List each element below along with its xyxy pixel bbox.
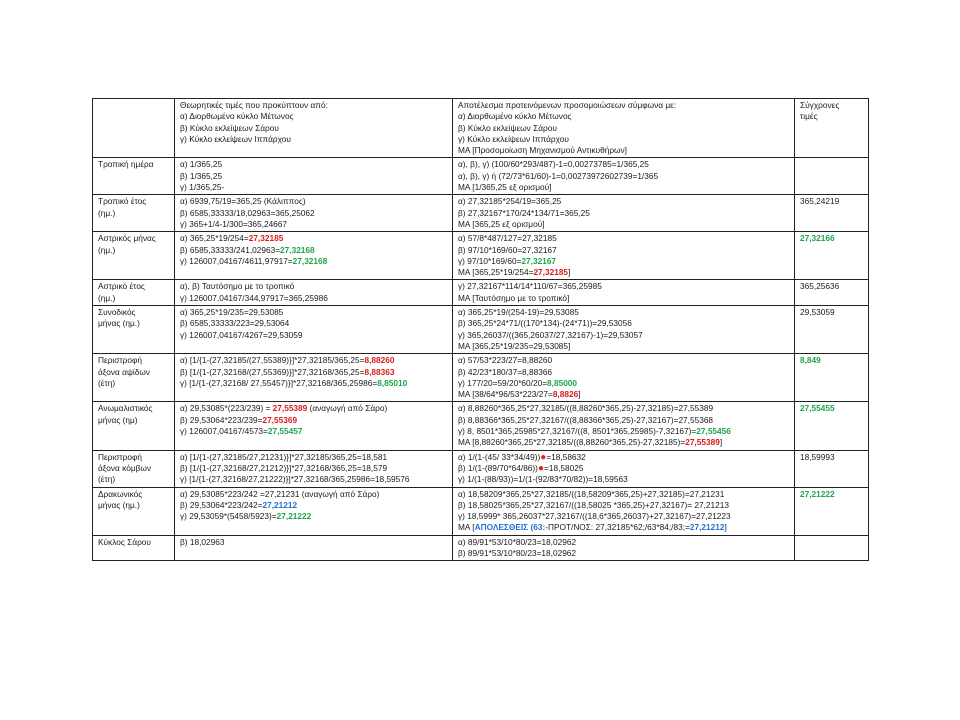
row-label-cell-line: (ημ.) xyxy=(98,292,116,303)
simulation-cell-highlight: 27,55456 xyxy=(696,426,731,437)
row-label-cell xyxy=(93,158,175,195)
theory-cell-text: β) 29,53064*223/242= xyxy=(180,499,263,510)
theory-cell-line xyxy=(180,233,448,244)
annotation-dot-icon: ● xyxy=(537,462,544,474)
theory-cell-line xyxy=(180,281,448,292)
simulation-cell-text: α), β), γ) ή (72/73*61/60)-1=0,00273972602739=1/365 xyxy=(458,170,659,181)
table-row xyxy=(93,232,869,280)
modern-value-cell-line xyxy=(800,281,864,292)
theory-cell-text: α) 365,25*19/254= xyxy=(180,233,249,244)
theory-cell-text: α) 365,25*19/235=29,53085 xyxy=(180,307,284,318)
header-modern-cell-line: τιμές xyxy=(800,111,818,122)
simulation-cell xyxy=(453,195,795,232)
table-body xyxy=(93,99,869,561)
simulation-cell-text: =18,58025 xyxy=(544,462,584,473)
theory-cell-text: γ) 126007,04167/4267=29,53059 xyxy=(180,329,303,340)
simulation-cell-line xyxy=(458,245,790,256)
theory-cell-highlight: 8,85010 xyxy=(377,377,408,388)
simulation-cell-text: ΜΑ [365,25*19/235=29,53085] xyxy=(458,340,571,351)
simulation-cell-text: ΜΑ [8,88260*365,25*27,32185/((8,88260*365,25)-27,32185)= xyxy=(458,437,686,448)
annotation-dot-icon: ● xyxy=(540,451,547,463)
row-label-cell xyxy=(93,232,175,280)
simulation-cell-text: ] xyxy=(578,389,581,400)
modern-value-cell xyxy=(795,354,869,402)
modern-value-cell-highlight: 27,32166 xyxy=(800,233,835,244)
theory-cell xyxy=(175,232,453,280)
simulation-cell-line xyxy=(458,548,790,559)
row-label-cell-line: Ανωμαλιστικός xyxy=(98,403,153,414)
row-label-cell-line: Τροπικό έτος xyxy=(98,196,147,207)
theory-cell-highlight: 27,32168 xyxy=(292,255,328,266)
theory-cell-line xyxy=(180,489,448,500)
theory-cell-text: γ) [1/{1-(27,32168/ 27,55457)}]*27,32168/365,25986= xyxy=(180,377,378,388)
header-simulation-cell-line: β) Κύκλο εκλείψεων Σάρου xyxy=(458,122,557,133)
row-label-cell-line: (ημ.) xyxy=(98,207,116,218)
theory-cell xyxy=(175,535,453,561)
theory-cell xyxy=(175,306,453,354)
theory-cell xyxy=(175,450,453,487)
simulation-cell-line xyxy=(458,463,790,474)
header-modern-cell xyxy=(795,99,869,158)
row-label-cell-line: άξονα αψίδων xyxy=(98,366,150,377)
simulation-cell-line xyxy=(458,489,790,500)
theory-cell-text: γ) 126007,04167/344,97917=365,25986 xyxy=(180,292,328,303)
header-theory-cell xyxy=(175,99,453,158)
simulation-cell-text: γ) 97/10*169/60= xyxy=(458,255,522,266)
modern-value-cell-text: 365,25636 xyxy=(800,281,840,292)
theory-cell xyxy=(175,158,453,195)
simulation-cell-line xyxy=(458,196,790,207)
theory-cell-highlight: 27,21222 xyxy=(276,511,312,522)
theory-cell-line xyxy=(180,245,448,256)
simulation-cell-line xyxy=(458,318,790,329)
header-simulation-cell xyxy=(453,99,795,158)
simulation-cell-highlight: ΑΠΟΛΕΣΘΕΙΣ (63: xyxy=(474,522,546,533)
theory-cell-text: α) 1/365,25 xyxy=(180,159,223,170)
theory-cell-text: β) 6585,33333/18,02963=365,25062 xyxy=(180,207,315,218)
theory-cell-line xyxy=(180,355,448,366)
theory-cell-line xyxy=(180,208,448,219)
simulation-cell-text: γ) 177/20=59/20*60/20= xyxy=(458,377,548,388)
row-label-cell-line: (ημ.) xyxy=(98,244,116,255)
simulation-cell-line xyxy=(458,355,790,366)
theory-cell-text: β) [1/{1-(27,32168/27,21212)}]*27,32168/365,25=18,579 xyxy=(180,462,388,473)
simulation-cell-text: β) 8,88366*365,25*27,32167/((8,88366*365,25)-27,32167)=27,55368 xyxy=(458,414,714,425)
modern-value-cell-line xyxy=(800,196,864,207)
modern-value-cell xyxy=(795,306,869,354)
simulation-cell-text: α) 1/(1-(45/ 33*34/49)) xyxy=(458,451,541,462)
modern-value-cell xyxy=(795,195,869,232)
theory-cell-highlight: 27,55457 xyxy=(267,426,303,437)
header-simulation-cell-line: Αποτέλεσμα προτεινόμενων προσομοιώσεων σύμφωνα με: xyxy=(458,100,677,110)
simulation-cell-line xyxy=(458,267,790,278)
simulation-cell-text: α) 57/53*223/27=8,88260 xyxy=(458,355,553,366)
simulation-cell-line xyxy=(458,522,790,533)
theory-cell xyxy=(175,402,453,450)
table-row xyxy=(93,487,869,535)
simulation-cell-text: ] xyxy=(719,437,723,448)
simulation-cell xyxy=(453,158,795,195)
row-label-cell-line: Δρακωνικός xyxy=(98,488,143,499)
row-label-cell xyxy=(93,450,175,487)
theory-cell-text: γ) 29,53059*(5458/5923)= xyxy=(180,511,277,522)
theory-cell-highlight: 27,55389 xyxy=(272,403,308,414)
theory-cell-text: α) 6939,75/19=365,25 (Κάλιππος) xyxy=(180,196,306,207)
row-label-cell-line: Τροπική ημέρα xyxy=(98,159,154,170)
theory-cell-line xyxy=(180,474,448,485)
simulation-cell-line xyxy=(458,415,790,426)
simulation-cell-line xyxy=(458,537,790,548)
table-row xyxy=(93,158,869,195)
row-label-cell-line: Περιστροφή xyxy=(98,355,142,366)
simulation-cell-line xyxy=(458,208,790,219)
simulation-cell xyxy=(453,232,795,280)
theory-cell-text: γ) [1/{1-(27,32168/27,21222)}]*27,32168/365,25986=18,59576 xyxy=(180,474,410,485)
modern-value-cell xyxy=(795,450,869,487)
theory-cell xyxy=(175,354,453,402)
theory-cell-text: α) [1/{1-(27,32185/27,21231)}]*27,32185/365,25=18,581 xyxy=(180,451,388,462)
simulation-cell-text: γ) 8, 8501*365,25985*27,32167/((8, 8501*365,25985)-7,32167)= xyxy=(458,426,697,437)
modern-value-cell-line xyxy=(800,489,864,500)
simulation-cell-line xyxy=(458,367,790,378)
row-label-cell-line: Κύκλος Σάρου xyxy=(98,536,151,547)
row-label-cell-line: μήνας (ημ.) xyxy=(98,318,140,329)
theory-cell-line xyxy=(180,318,448,329)
simulation-cell-line xyxy=(458,307,790,318)
theory-cell-line xyxy=(180,452,448,463)
simulation-cell-line xyxy=(458,293,790,304)
modern-value-cell-text: 18,59993 xyxy=(800,451,835,462)
simulation-cell-line xyxy=(458,182,790,193)
header-simulation-cell-line: γ) Κύκλο εκλείψεων Ιππάρχου xyxy=(458,133,569,144)
simulation-cell-highlight: 8,8826 xyxy=(552,389,579,400)
modern-value-cell xyxy=(795,280,869,306)
theory-cell-text: β) 6585,33333/241,02963= xyxy=(180,244,281,255)
theory-cell-line xyxy=(180,219,448,230)
theory-cell-line xyxy=(180,415,448,426)
simulation-cell-text: β) 18,58025*365,25*27,32167/((18,58025 *365,25)+27,32167)= 27,21213 xyxy=(458,499,729,510)
row-label-cell-line: άξονα κόμβων xyxy=(98,462,151,473)
modern-value-cell-line xyxy=(800,307,864,318)
simulation-cell-text: γ) 18,5999* 365,26037*27,32167/((18,6*365,26037)+27,32167)=27,21223 xyxy=(458,511,731,522)
comparison-table xyxy=(92,98,869,561)
row-label-cell-line: μήνας (ημ) xyxy=(98,414,138,425)
theory-cell-text: γ) 126007,04167/4573= xyxy=(180,426,268,437)
simulation-cell-line xyxy=(458,403,790,414)
theory-cell-line xyxy=(180,330,448,341)
simulation-cell-text: ΜΑ [Ταυτόσημο με το τροπικό] xyxy=(458,292,570,303)
simulation-cell xyxy=(453,306,795,354)
simulation-cell-text: β) 97/10*169/60=27,32167 xyxy=(458,244,557,255)
theory-cell-text: β) 1/365,25 xyxy=(180,170,223,181)
table-row xyxy=(93,535,869,561)
theory-cell-line xyxy=(180,196,448,207)
simulation-cell-text: α) 8,88260*365,25*27,32185/((8,88260*365,25)-27,32185)=27,55389 xyxy=(458,403,714,414)
theory-cell-text: α) 29,53085*(223/239) = xyxy=(180,403,273,414)
simulation-cell-text: α), β), γ) (100/60*293/487)-1=0,00273785=1/365,25 xyxy=(458,159,649,170)
header-label-cell xyxy=(93,99,175,158)
simulation-cell-line xyxy=(458,256,790,267)
row-label-cell xyxy=(93,402,175,450)
theory-cell-text: (αναγωγή από Σάρο) xyxy=(307,403,388,414)
row-label-cell-line: Αστρικό έτος xyxy=(98,281,145,292)
simulation-cell-line xyxy=(458,437,790,448)
header-theory-cell-line: Θεωρητικές τιμές που προκύπτουν από: xyxy=(180,100,328,110)
simulation-cell xyxy=(453,280,795,306)
simulation-cell xyxy=(453,354,795,402)
modern-value-cell-text: 365,24219 xyxy=(800,196,840,207)
row-label-cell xyxy=(93,535,175,561)
simulation-cell-line xyxy=(458,474,790,485)
modern-value-cell-line xyxy=(800,233,864,244)
row-label-cell xyxy=(93,280,175,306)
simulation-cell xyxy=(453,487,795,535)
theory-cell xyxy=(175,280,453,306)
theory-cell-line xyxy=(180,293,448,304)
row-label-cell xyxy=(93,354,175,402)
row-label-cell xyxy=(93,306,175,354)
simulation-cell-text: β) 27,32167*170/24*134/71=365,25 xyxy=(458,207,590,218)
simulation-cell-line xyxy=(458,389,790,400)
modern-value-cell xyxy=(795,487,869,535)
simulation-cell-line xyxy=(458,426,790,437)
simulation-cell-highlight: 8,85000 xyxy=(547,377,578,388)
modern-value-cell xyxy=(795,232,869,280)
theory-cell-text: β) [1/{1-(27,32168/(27,55369)}]*27,32168/365,25= xyxy=(180,366,365,377)
theory-cell xyxy=(175,195,453,232)
modern-value-cell-highlight: 27,21222 xyxy=(800,488,835,499)
row-label-cell-line: Συνοδικός xyxy=(98,307,136,318)
simulation-cell-line xyxy=(458,233,790,244)
theory-cell-line xyxy=(180,426,448,437)
header-row xyxy=(93,99,869,158)
theory-cell-text: α) [1/{1-(27,32185/(27,55389)}]*27,32185/365,25= xyxy=(180,355,365,366)
theory-cell-line xyxy=(180,463,448,474)
theory-cell-highlight: 8,88363 xyxy=(364,366,395,377)
table-row xyxy=(93,354,869,402)
table-row xyxy=(93,402,869,450)
simulation-cell xyxy=(453,402,795,450)
simulation-cell-line xyxy=(458,452,790,463)
theory-cell-highlight: 8,88260 xyxy=(364,355,395,366)
row-label-cell-line: μήνας (ημ.) xyxy=(98,499,140,510)
modern-value-cell xyxy=(795,402,869,450)
theory-cell-highlight: 27,32168 xyxy=(280,244,315,255)
theory-cell-text: γ) 126007,04167/4611,97917= xyxy=(180,255,293,266)
theory-cell-line xyxy=(180,171,448,182)
header-simulation-cell-line: α) Διορθωμένο κύκλο Μέτωνος xyxy=(458,111,572,122)
header-simulation-cell-line: ΜΑ [Προσομοίωση Μηχανισμού Αντικυθήρων] xyxy=(458,145,627,156)
simulation-cell-line xyxy=(458,500,790,511)
simulation-cell-highlight: 27,32185 xyxy=(533,267,569,278)
row-label-cell-line: (έτη) xyxy=(98,474,116,485)
modern-value-cell-line xyxy=(800,355,864,366)
theory-cell-text: α) 29,53085*223/242 =27,21231 (αναγωγή από Σάρο) xyxy=(180,488,380,499)
theory-cell-highlight: 27,55369 xyxy=(262,414,298,425)
theory-cell-text: β) 6585,33333/223=29,53064 xyxy=(180,318,290,329)
modern-value-cell-highlight: 27,55455 xyxy=(800,403,835,414)
modern-value-cell xyxy=(795,158,869,195)
simulation-cell-highlight: 27,55389 xyxy=(685,437,720,448)
simulation-cell-text: ΜΑ [1/365,25 εξ ορισμού] xyxy=(458,182,552,193)
simulation-cell-text: β) 89/91*53/10*80/23=18,02962 xyxy=(458,547,577,558)
theory-cell-text: β) 29,53064*223/239= xyxy=(180,414,263,425)
row-label-cell-line: (έτη) xyxy=(98,377,116,388)
simulation-cell-highlight: 27,21212 xyxy=(689,522,725,533)
table-row xyxy=(93,195,869,232)
simulation-cell-text: γ) 365,26037/((365,26037/27,32167)-1)=29,53057 xyxy=(458,329,643,340)
theory-cell-highlight: 27,32185 xyxy=(248,233,284,244)
simulation-cell-text: ΜΑ [ xyxy=(458,522,475,533)
theory-cell-line xyxy=(180,403,448,414)
row-label-cell-line: Αστρικός μήνας xyxy=(98,233,156,244)
simulation-cell-text: -ΠΡΟΤ/ΝΟΣ: 27,32185*62;/63*84;/83;= xyxy=(545,522,690,533)
modern-value-cell-line xyxy=(800,452,864,463)
simulation-cell-text: β) 365,25*24*71/((170*134)-(24*71))=29,53056 xyxy=(458,318,632,329)
simulation-cell-line xyxy=(458,281,790,292)
simulation-cell-text: α) 365,25*19/(254-19)=29,53085 xyxy=(458,307,579,318)
simulation-cell-text: α) 18,58209*365,25*27,32185/((18,58209*365,25)+27,32185)=27,21231 xyxy=(458,488,725,499)
simulation-cell-line xyxy=(458,219,790,230)
theory-cell-line xyxy=(180,367,448,378)
theory-cell-line xyxy=(180,256,448,267)
simulation-cell-line xyxy=(458,330,790,341)
simulation-cell-text: γ) 1/(1-(88/93))=1/(1-(92/83*70/82))=18,59563 xyxy=(458,474,628,485)
modern-value-cell-highlight: 8,849 xyxy=(800,355,821,366)
table-row xyxy=(93,306,869,354)
simulation-cell-line xyxy=(458,171,790,182)
table-row xyxy=(93,280,869,306)
row-label-cell xyxy=(93,487,175,535)
simulation-cell-line xyxy=(458,159,790,170)
theory-cell xyxy=(175,487,453,535)
simulation-cell-text: β) 1/(1-(89/70*64/86)) xyxy=(458,462,538,473)
modern-value-cell-text: 29,53059 xyxy=(800,307,835,318)
modern-value-cell xyxy=(795,535,869,561)
table-row xyxy=(93,450,869,487)
simulation-cell-text: α) 89/91*53/10*80/23=18,02962 xyxy=(458,536,577,547)
simulation-cell-highlight: 27,32167 xyxy=(521,255,557,266)
simulation-cell-text: α) 57/8*487/127=27,32185 xyxy=(458,233,557,244)
theory-cell-highlight: 27,21212 xyxy=(262,499,298,510)
theory-cell-line xyxy=(180,500,448,511)
simulation-cell-text: =18,58632 xyxy=(546,451,586,462)
theory-cell-text: β) 18,02963 xyxy=(180,536,225,547)
theory-cell-text: γ) 1/365,25- xyxy=(180,182,225,193)
theory-cell-line xyxy=(180,159,448,170)
row-label-cell-line: Περιστροφή xyxy=(98,451,142,462)
theory-cell-line xyxy=(180,307,448,318)
row-label-cell xyxy=(93,195,175,232)
simulation-cell xyxy=(453,450,795,487)
theory-cell-line xyxy=(180,511,448,522)
header-theory-cell-line: α) Διορθωμένο κύκλο Μέτωνος xyxy=(180,111,294,122)
header-theory-cell-line: γ) Κύκλο εκλείψεων Ιππάρχου xyxy=(180,133,291,144)
simulation-cell-text: α) 27,32185*254/19=365,25 xyxy=(458,196,562,207)
simulation-cell-line xyxy=(458,511,790,522)
theory-cell-line xyxy=(180,378,448,389)
simulation-cell-text: ΜΑ [38/64*96/53*223/27= xyxy=(458,389,553,400)
modern-value-cell-line xyxy=(800,403,864,414)
simulation-cell-text: β) 42/23*180/37=8,88366 xyxy=(458,366,553,377)
header-modern-cell-line: Σύγχρονες xyxy=(800,100,840,110)
simulation-cell xyxy=(453,535,795,561)
header-theory-cell-line: β) Κύκλο εκλείψεων Σάρου xyxy=(180,122,279,133)
simulation-cell-text: γ) 27,32167*114/14*110/67=365,25985 xyxy=(458,281,602,292)
theory-cell-line xyxy=(180,182,448,193)
simulation-cell-text: ] xyxy=(568,267,571,278)
theory-cell-line xyxy=(180,537,448,548)
simulation-cell-line xyxy=(458,378,790,389)
simulation-cell-text: ΜΑ [365,25 εξ ορισμού] xyxy=(458,218,545,229)
simulation-cell-text: ΜΑ [365,25*19/254= xyxy=(458,267,534,278)
theory-cell-text: γ) 365+1/4-1/300=365,24667 xyxy=(180,218,288,229)
theory-cell-text: α), β) Ταυτόσημο με το τροπικό xyxy=(180,281,295,292)
simulation-cell-text: ] xyxy=(724,522,727,533)
simulation-cell-line xyxy=(458,341,790,352)
